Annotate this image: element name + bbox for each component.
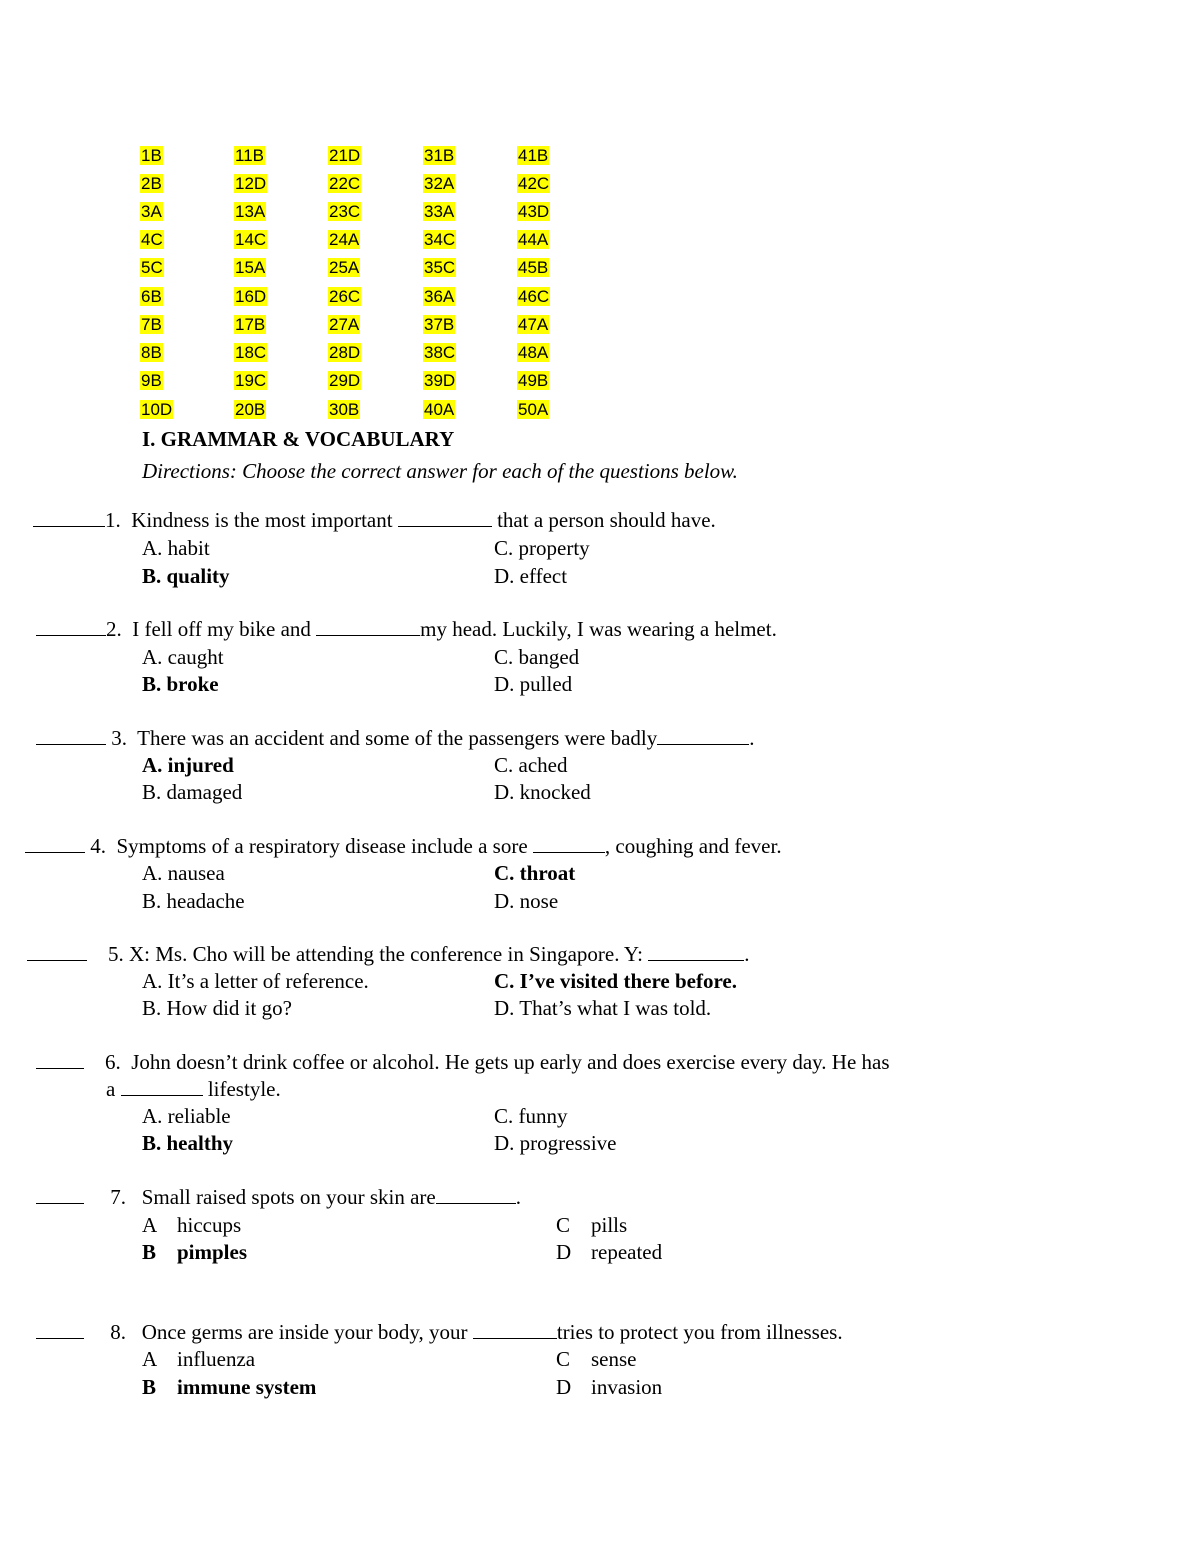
answer-key-cell: 21D <box>329 146 361 165</box>
answer-key-cell: 40A <box>424 400 455 419</box>
option-b[interactable]: B. healthy <box>142 1131 234 1155</box>
option-a[interactable]: A. nausea <box>142 861 225 885</box>
option-b[interactable]: B. damaged <box>142 780 243 804</box>
option-text: pimples <box>177 1240 248 1264</box>
answer-key-cell: 37B <box>424 315 455 334</box>
answer-key-cell: 13A <box>235 202 266 221</box>
question-number: 3. <box>111 726 127 750</box>
question-stem <box>36 1048 890 1076</box>
fill-in-blank <box>436 1185 516 1204</box>
option-a[interactable]: A. injured <box>142 753 234 777</box>
option-letter: C <box>556 1213 571 1237</box>
question-number: 8. <box>110 1320 126 1344</box>
answer-key-cell: 19C <box>235 371 267 390</box>
answer-blank[interactable] <box>36 1185 84 1204</box>
question-number: 1. <box>105 508 121 532</box>
answer-blank[interactable] <box>36 1050 84 1069</box>
fill-in-blank <box>648 942 744 961</box>
question-stem <box>33 506 716 534</box>
option-text: sense <box>591 1347 637 1371</box>
answer-blank[interactable] <box>36 726 106 745</box>
answer-key-cell: 7B <box>141 315 162 334</box>
option-d[interactable]: D. That’s what I was told. <box>494 996 712 1020</box>
question-number: 4. <box>90 834 106 858</box>
answer-key-cell: 38C <box>424 343 456 362</box>
answer-key-cell: 26C <box>329 287 361 306</box>
question-stem <box>25 832 782 860</box>
answer-blank[interactable] <box>36 617 106 636</box>
option-text: repeated <box>591 1240 663 1264</box>
question-number: 6. <box>105 1050 121 1074</box>
option-a[interactable] <box>142 1211 241 1239</box>
question-stem <box>27 940 750 968</box>
option-c[interactable]: C. I’ve visited there before. <box>494 969 737 993</box>
answer-key-cell: 11B <box>235 146 264 165</box>
answer-key-cell: 39D <box>424 371 456 390</box>
question-number: 7. <box>110 1185 126 1209</box>
option-letter: C <box>556 1347 571 1371</box>
option-a[interactable]: A. habit <box>142 536 210 560</box>
answer-key-cell: 44A <box>518 230 549 249</box>
question-text: John doesn’t drink coffee or alcohol. He gets up early and does exercise every day. He has <box>131 1050 890 1074</box>
answer-key-cell: 34C <box>424 230 456 249</box>
question-stem <box>36 1318 843 1346</box>
question-stem <box>36 1183 521 1211</box>
answer-key-cell: 42C <box>518 174 550 193</box>
answer-key-cell: 15A <box>235 258 266 277</box>
option-a[interactable]: A. caught <box>142 645 224 669</box>
option-letter: D <box>556 1375 572 1399</box>
answer-key-cell: 48A <box>518 343 549 362</box>
question-text: , coughing and fever. <box>604 834 782 858</box>
answer-key-cell: 5C <box>141 258 163 277</box>
option-d[interactable]: D. knocked <box>494 780 591 804</box>
option-c[interactable] <box>556 1211 627 1239</box>
answer-key-cell: 2B <box>141 174 162 193</box>
fill-in-blank <box>657 726 749 745</box>
question-text: . <box>744 942 750 966</box>
answer-key-cell: 12D <box>235 174 267 193</box>
question-text: that a person should have. <box>497 508 716 532</box>
question-text: . <box>749 726 755 750</box>
question-text: I fell off my bike and <box>132 617 311 641</box>
option-text: hiccups <box>177 1213 242 1237</box>
fill-in-blank <box>473 1320 557 1339</box>
question-text: Once germs are inside your body, your <box>141 1320 468 1344</box>
fill-in-blank <box>533 834 605 853</box>
question-text: lifestyle. <box>207 1077 281 1101</box>
answer-key-cell: 30B <box>329 400 360 419</box>
answer-key-cell: 50A <box>518 400 549 419</box>
answer-blank[interactable] <box>27 942 87 961</box>
answer-key-cell: 31B <box>424 146 455 165</box>
option-a[interactable] <box>142 1345 255 1373</box>
option-text: influenza <box>177 1347 256 1371</box>
option-letter: D <box>556 1240 572 1264</box>
answer-blank[interactable] <box>25 834 85 853</box>
answer-key-cell: 28D <box>329 343 361 362</box>
option-d[interactable]: D. pulled <box>494 672 573 696</box>
fill-in-blank <box>121 1077 203 1096</box>
question-text: Kindness is the most important <box>131 508 393 532</box>
answer-key-cell: 45B <box>518 258 549 277</box>
option-d[interactable]: D. nose <box>494 889 559 913</box>
answer-key-cell: 27A <box>329 315 360 334</box>
answer-key-cell: 24A <box>329 230 360 249</box>
option-c[interactable]: C. banged <box>494 645 580 669</box>
option-b[interactable]: B. headache <box>142 889 245 913</box>
question-text: my head. Luckily, I was wearing a helmet. <box>420 617 777 641</box>
question-text: There was an accident and some of the passengers were badly <box>137 726 658 750</box>
question-stem-continued <box>106 1075 281 1103</box>
fill-in-blank <box>398 508 492 527</box>
answer-key-cell: 18C <box>235 343 267 362</box>
option-b[interactable] <box>142 1373 316 1401</box>
option-a[interactable]: A. It’s a letter of reference. <box>142 969 369 993</box>
answer-blank[interactable] <box>36 1320 84 1339</box>
question-text: Small raised spots on your skin are <box>141 1185 436 1209</box>
question-text: a <box>106 1077 116 1101</box>
option-d[interactable] <box>556 1238 662 1266</box>
question-stem <box>36 615 777 643</box>
answer-key-cell: 9B <box>141 371 162 390</box>
option-b[interactable]: B. How did it go? <box>142 996 292 1020</box>
answer-key-cell: 43D <box>518 202 550 221</box>
option-b[interactable]: B. quality <box>142 564 230 588</box>
answer-key-cell: 1B <box>141 146 162 165</box>
option-letter: B <box>142 1375 157 1399</box>
option-c[interactable]: C. ached <box>494 753 568 777</box>
answer-key-cell: 49B <box>518 371 549 390</box>
question-stem <box>36 724 755 752</box>
answer-key-cell: 35C <box>424 258 456 277</box>
answer-key-cell: 23C <box>329 202 361 221</box>
option-text: immune system <box>177 1375 317 1399</box>
answer-key-cell: 14C <box>235 230 267 249</box>
option-c[interactable]: C. property <box>494 536 590 560</box>
answer-key-cell: 20B <box>235 400 266 419</box>
question-text: Symptoms of a respiratory disease include a sore <box>116 834 528 858</box>
option-a[interactable]: A. reliable <box>142 1104 231 1128</box>
option-d[interactable]: D. progressive <box>494 1131 617 1155</box>
answer-key-cell: 33A <box>424 202 455 221</box>
answer-key-cell: 10D <box>141 400 173 419</box>
question-text: X: Ms. Cho will be attending the conference in Singapore. Y: <box>129 942 644 966</box>
answer-key-cell: 3A <box>141 202 162 221</box>
answer-key-cell: 32A <box>424 174 455 193</box>
option-letter: A <box>142 1347 158 1371</box>
answer-key-cell: 8B <box>141 343 162 362</box>
option-text: invasion <box>591 1375 663 1399</box>
question-text: tries to protect you from illnesses. <box>556 1320 843 1344</box>
answer-key-cell: 22C <box>329 174 361 193</box>
option-letter: A <box>142 1213 158 1237</box>
answer-key-cell: 17B <box>235 315 266 334</box>
answer-key-cell: 16D <box>235 287 267 306</box>
question-number: 2. <box>106 617 122 641</box>
question-number: 5. <box>108 942 124 966</box>
option-b[interactable] <box>142 1238 247 1266</box>
answer-blank[interactable] <box>33 508 105 527</box>
section-heading: I. GRAMMAR & VOCABULARY <box>142 427 455 451</box>
option-c[interactable] <box>556 1345 637 1373</box>
option-text: pills <box>591 1213 628 1237</box>
answer-key-cell: 25A <box>329 258 360 277</box>
option-c[interactable]: C. throat <box>494 861 576 885</box>
option-d[interactable] <box>556 1373 662 1401</box>
answer-key-cell: 47A <box>518 315 549 334</box>
option-d[interactable]: D. effect <box>494 564 568 588</box>
answer-key-cell: 29D <box>329 371 361 390</box>
fill-in-blank <box>316 617 420 636</box>
answer-key-cell: 41B <box>518 146 549 165</box>
answer-key-cell: 36A <box>424 287 455 306</box>
question-text: . <box>515 1185 521 1209</box>
answer-key-cell: 4C <box>141 230 163 249</box>
option-c[interactable]: C. funny <box>494 1104 568 1128</box>
answer-key-cell: 6B <box>141 287 162 306</box>
directions-text: Directions: Choose the correct answer for each of the questions below. <box>142 459 738 483</box>
option-letter: B <box>142 1240 157 1264</box>
option-b[interactable]: B. broke <box>142 672 219 696</box>
answer-key-cell: 46C <box>518 287 550 306</box>
